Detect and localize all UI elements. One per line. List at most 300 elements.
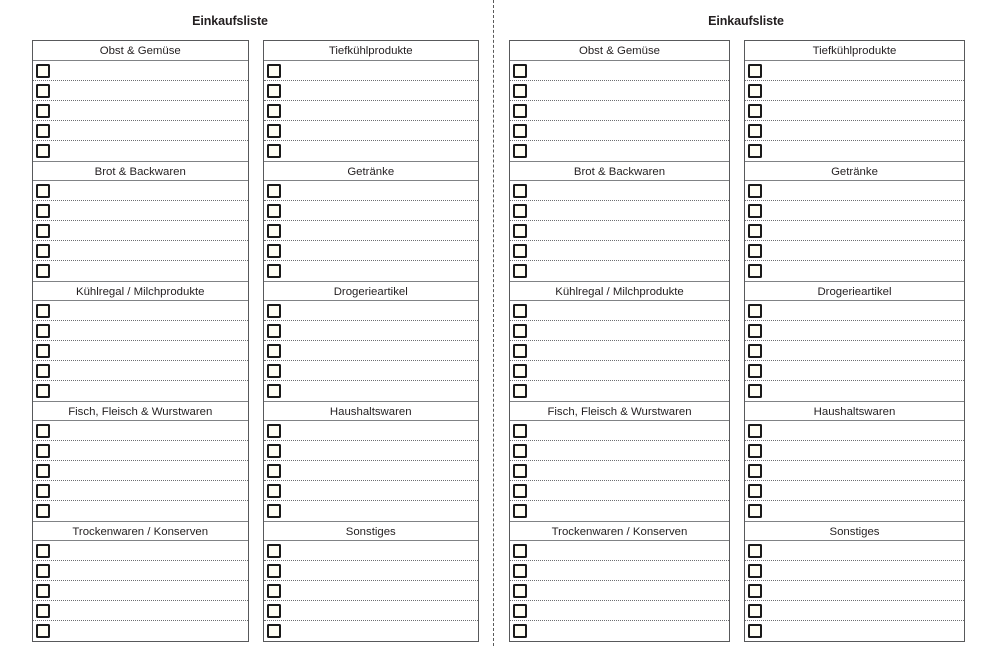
list-item[interactable]: [33, 321, 248, 341]
list-item[interactable]: [510, 101, 729, 121]
item-write-line[interactable]: [762, 141, 964, 161]
checkbox-icon[interactable]: [36, 64, 50, 78]
item-write-line[interactable]: [527, 601, 729, 620]
list-item[interactable]: [745, 61, 964, 81]
item-write-line[interactable]: [527, 561, 729, 580]
item-write-line[interactable]: [762, 181, 964, 200]
item-write-line[interactable]: [50, 421, 248, 440]
item-write-line[interactable]: [50, 441, 248, 460]
list-item[interactable]: [745, 321, 964, 341]
list-item[interactable]: [264, 201, 479, 221]
checkbox-icon[interactable]: [513, 84, 527, 98]
list-item[interactable]: [745, 561, 964, 581]
checkbox-icon[interactable]: [267, 544, 281, 558]
list-item[interactable]: [510, 461, 729, 481]
list-item[interactable]: [33, 141, 248, 161]
item-write-line[interactable]: [762, 121, 964, 140]
checkbox-icon[interactable]: [267, 304, 281, 318]
list-item[interactable]: [745, 621, 964, 641]
item-write-line[interactable]: [281, 121, 479, 140]
list-item[interactable]: [33, 541, 248, 561]
list-item[interactable]: [33, 61, 248, 81]
checkbox-icon[interactable]: [36, 204, 50, 218]
list-item[interactable]: [510, 541, 729, 561]
item-write-line[interactable]: [527, 341, 729, 360]
checkbox-icon[interactable]: [36, 144, 50, 158]
checkbox-icon[interactable]: [748, 584, 762, 598]
list-item[interactable]: [264, 361, 479, 381]
list-item[interactable]: [264, 101, 479, 121]
list-item[interactable]: [33, 201, 248, 221]
list-item[interactable]: [510, 441, 729, 461]
item-write-line[interactable]: [50, 561, 248, 580]
checkbox-icon[interactable]: [36, 464, 50, 478]
checkbox-icon[interactable]: [36, 304, 50, 318]
item-write-line[interactable]: [50, 581, 248, 600]
list-item[interactable]: [745, 601, 964, 621]
item-write-line[interactable]: [50, 501, 248, 521]
item-write-line[interactable]: [762, 561, 964, 580]
item-write-line[interactable]: [527, 421, 729, 440]
list-item[interactable]: [745, 301, 964, 321]
checkbox-icon[interactable]: [36, 544, 50, 558]
item-write-line[interactable]: [762, 61, 964, 80]
list-item[interactable]: [33, 421, 248, 441]
item-write-line[interactable]: [50, 201, 248, 220]
item-write-line[interactable]: [50, 261, 248, 281]
checkbox-icon[interactable]: [748, 64, 762, 78]
item-write-line[interactable]: [762, 81, 964, 100]
checkbox-icon[interactable]: [267, 424, 281, 438]
list-item[interactable]: [33, 581, 248, 601]
list-item[interactable]: [510, 81, 729, 101]
list-item[interactable]: [510, 301, 729, 321]
list-item[interactable]: [745, 201, 964, 221]
list-item[interactable]: [745, 421, 964, 441]
list-item[interactable]: [33, 221, 248, 241]
list-item[interactable]: [745, 221, 964, 241]
item-write-line[interactable]: [281, 601, 479, 620]
item-write-line[interactable]: [762, 301, 964, 320]
checkbox-icon[interactable]: [748, 324, 762, 338]
item-write-line[interactable]: [50, 121, 248, 140]
item-write-line[interactable]: [762, 481, 964, 500]
checkbox-icon[interactable]: [748, 624, 762, 638]
list-item[interactable]: [33, 101, 248, 121]
item-write-line[interactable]: [527, 181, 729, 200]
item-write-line[interactable]: [281, 381, 479, 401]
list-item[interactable]: [33, 181, 248, 201]
checkbox-icon[interactable]: [267, 584, 281, 598]
list-item[interactable]: [33, 501, 248, 521]
checkbox-icon[interactable]: [267, 224, 281, 238]
checkbox-icon[interactable]: [748, 304, 762, 318]
item-write-line[interactable]: [281, 241, 479, 260]
checkbox-icon[interactable]: [748, 264, 762, 278]
checkbox-icon[interactable]: [267, 364, 281, 378]
list-item[interactable]: [510, 321, 729, 341]
item-write-line[interactable]: [50, 321, 248, 340]
checkbox-icon[interactable]: [748, 144, 762, 158]
item-write-line[interactable]: [281, 61, 479, 80]
item-write-line[interactable]: [762, 421, 964, 440]
checkbox-icon[interactable]: [513, 144, 527, 158]
checkbox-icon[interactable]: [36, 484, 50, 498]
item-write-line[interactable]: [527, 121, 729, 140]
list-item[interactable]: [510, 381, 729, 401]
list-item[interactable]: [33, 461, 248, 481]
checkbox-icon[interactable]: [267, 264, 281, 278]
checkbox-icon[interactable]: [267, 624, 281, 638]
checkbox-icon[interactable]: [748, 124, 762, 138]
checkbox-icon[interactable]: [513, 584, 527, 598]
list-item[interactable]: [510, 121, 729, 141]
checkbox-icon[interactable]: [36, 264, 50, 278]
list-item[interactable]: [33, 441, 248, 461]
list-item[interactable]: [745, 441, 964, 461]
checkbox-icon[interactable]: [267, 504, 281, 518]
item-write-line[interactable]: [762, 261, 964, 281]
item-write-line[interactable]: [527, 481, 729, 500]
checkbox-icon[interactable]: [513, 224, 527, 238]
list-item[interactable]: [264, 481, 479, 501]
list-item[interactable]: [264, 241, 479, 261]
item-write-line[interactable]: [281, 301, 479, 320]
item-write-line[interactable]: [281, 321, 479, 340]
item-write-line[interactable]: [762, 101, 964, 120]
checkbox-icon[interactable]: [36, 244, 50, 258]
checkbox-icon[interactable]: [513, 204, 527, 218]
item-write-line[interactable]: [762, 201, 964, 220]
list-item[interactable]: [33, 381, 248, 401]
list-item[interactable]: [745, 81, 964, 101]
list-item[interactable]: [745, 141, 964, 161]
list-item[interactable]: [510, 221, 729, 241]
checkbox-icon[interactable]: [513, 264, 527, 278]
list-item[interactable]: [510, 141, 729, 161]
checkbox-icon[interactable]: [748, 444, 762, 458]
item-write-line[interactable]: [762, 321, 964, 340]
checkbox-icon[interactable]: [513, 604, 527, 618]
list-item[interactable]: [510, 261, 729, 281]
list-item[interactable]: [33, 361, 248, 381]
checkbox-icon[interactable]: [267, 184, 281, 198]
item-write-line[interactable]: [527, 361, 729, 380]
checkbox-icon[interactable]: [513, 384, 527, 398]
list-item[interactable]: [510, 481, 729, 501]
checkbox-icon[interactable]: [513, 64, 527, 78]
list-item[interactable]: [33, 81, 248, 101]
item-write-line[interactable]: [527, 101, 729, 120]
list-item[interactable]: [264, 541, 479, 561]
checkbox-icon[interactable]: [513, 124, 527, 138]
item-write-line[interactable]: [527, 441, 729, 460]
list-item[interactable]: [510, 61, 729, 81]
list-item[interactable]: [33, 301, 248, 321]
list-item[interactable]: [264, 121, 479, 141]
item-write-line[interactable]: [762, 221, 964, 240]
list-item[interactable]: [264, 221, 479, 241]
checkbox-icon[interactable]: [267, 604, 281, 618]
checkbox-icon[interactable]: [748, 204, 762, 218]
item-write-line[interactable]: [50, 381, 248, 401]
item-write-line[interactable]: [527, 381, 729, 401]
item-write-line[interactable]: [762, 241, 964, 260]
item-write-line[interactable]: [762, 361, 964, 380]
checkbox-icon[interactable]: [36, 84, 50, 98]
checkbox-icon[interactable]: [513, 544, 527, 558]
list-item[interactable]: [264, 141, 479, 161]
item-write-line[interactable]: [762, 341, 964, 360]
item-write-line[interactable]: [50, 621, 248, 641]
item-write-line[interactable]: [281, 481, 479, 500]
checkbox-icon[interactable]: [513, 344, 527, 358]
checkbox-icon[interactable]: [267, 444, 281, 458]
item-write-line[interactable]: [762, 541, 964, 560]
list-item[interactable]: [510, 201, 729, 221]
checkbox-icon[interactable]: [513, 364, 527, 378]
checkbox-icon[interactable]: [513, 184, 527, 198]
item-write-line[interactable]: [281, 181, 479, 200]
list-item[interactable]: [264, 381, 479, 401]
list-item[interactable]: [510, 501, 729, 521]
item-write-line[interactable]: [762, 581, 964, 600]
checkbox-icon[interactable]: [748, 544, 762, 558]
checkbox-icon[interactable]: [36, 564, 50, 578]
checkbox-icon[interactable]: [513, 444, 527, 458]
checkbox-icon[interactable]: [748, 344, 762, 358]
item-write-line[interactable]: [50, 81, 248, 100]
list-item[interactable]: [33, 561, 248, 581]
checkbox-icon[interactable]: [513, 464, 527, 478]
item-write-line[interactable]: [50, 341, 248, 360]
checkbox-icon[interactable]: [748, 224, 762, 238]
item-write-line[interactable]: [281, 501, 479, 521]
checkbox-icon[interactable]: [748, 504, 762, 518]
list-item[interactable]: [264, 621, 479, 641]
list-item[interactable]: [33, 621, 248, 641]
checkbox-icon[interactable]: [36, 444, 50, 458]
item-write-line[interactable]: [281, 101, 479, 120]
item-write-line[interactable]: [762, 441, 964, 460]
checkbox-icon[interactable]: [748, 564, 762, 578]
list-item[interactable]: [745, 261, 964, 281]
list-item[interactable]: [510, 181, 729, 201]
list-item[interactable]: [510, 621, 729, 641]
checkbox-icon[interactable]: [267, 104, 281, 118]
checkbox-icon[interactable]: [267, 464, 281, 478]
item-write-line[interactable]: [281, 441, 479, 460]
list-item[interactable]: [264, 441, 479, 461]
checkbox-icon[interactable]: [267, 64, 281, 78]
item-write-line[interactable]: [527, 141, 729, 161]
list-item[interactable]: [264, 61, 479, 81]
checkbox-icon[interactable]: [267, 124, 281, 138]
list-item[interactable]: [510, 421, 729, 441]
checkbox-icon[interactable]: [748, 604, 762, 618]
list-item[interactable]: [264, 341, 479, 361]
item-write-line[interactable]: [762, 381, 964, 401]
item-write-line[interactable]: [281, 621, 479, 641]
checkbox-icon[interactable]: [267, 384, 281, 398]
checkbox-icon[interactable]: [748, 384, 762, 398]
list-item[interactable]: [264, 321, 479, 341]
item-write-line[interactable]: [281, 221, 479, 240]
list-item[interactable]: [745, 341, 964, 361]
list-item[interactable]: [745, 181, 964, 201]
checkbox-icon[interactable]: [513, 244, 527, 258]
checkbox-icon[interactable]: [36, 104, 50, 118]
list-item[interactable]: [745, 541, 964, 561]
item-write-line[interactable]: [762, 501, 964, 521]
checkbox-icon[interactable]: [513, 624, 527, 638]
checkbox-icon[interactable]: [748, 464, 762, 478]
item-write-line[interactable]: [281, 81, 479, 100]
checkbox-icon[interactable]: [36, 624, 50, 638]
item-write-line[interactable]: [281, 461, 479, 480]
item-write-line[interactable]: [527, 461, 729, 480]
item-write-line[interactable]: [527, 501, 729, 521]
list-item[interactable]: [510, 601, 729, 621]
item-write-line[interactable]: [50, 61, 248, 80]
checkbox-icon[interactable]: [513, 104, 527, 118]
item-write-line[interactable]: [50, 181, 248, 200]
checkbox-icon[interactable]: [513, 424, 527, 438]
list-item[interactable]: [264, 561, 479, 581]
list-item[interactable]: [745, 241, 964, 261]
item-write-line[interactable]: [527, 321, 729, 340]
item-write-line[interactable]: [281, 581, 479, 600]
checkbox-icon[interactable]: [36, 364, 50, 378]
item-write-line[interactable]: [762, 601, 964, 620]
list-item[interactable]: [745, 581, 964, 601]
checkbox-icon[interactable]: [748, 364, 762, 378]
list-item[interactable]: [33, 241, 248, 261]
item-write-line[interactable]: [527, 201, 729, 220]
checkbox-icon[interactable]: [748, 484, 762, 498]
item-write-line[interactable]: [762, 461, 964, 480]
checkbox-icon[interactable]: [748, 84, 762, 98]
item-write-line[interactable]: [527, 621, 729, 641]
list-item[interactable]: [264, 501, 479, 521]
checkbox-icon[interactable]: [267, 324, 281, 338]
checkbox-icon[interactable]: [267, 204, 281, 218]
item-write-line[interactable]: [281, 541, 479, 560]
list-item[interactable]: [33, 261, 248, 281]
item-write-line[interactable]: [50, 101, 248, 120]
item-write-line[interactable]: [50, 541, 248, 560]
item-write-line[interactable]: [281, 561, 479, 580]
checkbox-icon[interactable]: [513, 304, 527, 318]
item-write-line[interactable]: [50, 461, 248, 480]
list-item[interactable]: [264, 261, 479, 281]
checkbox-icon[interactable]: [513, 564, 527, 578]
list-item[interactable]: [745, 101, 964, 121]
item-write-line[interactable]: [762, 621, 964, 641]
item-write-line[interactable]: [50, 481, 248, 500]
item-write-line[interactable]: [527, 541, 729, 560]
checkbox-icon[interactable]: [748, 104, 762, 118]
list-item[interactable]: [510, 341, 729, 361]
item-write-line[interactable]: [527, 221, 729, 240]
item-write-line[interactable]: [281, 361, 479, 380]
item-write-line[interactable]: [281, 421, 479, 440]
list-item[interactable]: [745, 381, 964, 401]
list-item[interactable]: [510, 581, 729, 601]
list-item[interactable]: [264, 461, 479, 481]
list-item[interactable]: [264, 421, 479, 441]
checkbox-icon[interactable]: [513, 504, 527, 518]
checkbox-icon[interactable]: [513, 484, 527, 498]
list-item[interactable]: [264, 181, 479, 201]
item-write-line[interactable]: [50, 221, 248, 240]
item-write-line[interactable]: [527, 61, 729, 80]
list-item[interactable]: [33, 481, 248, 501]
checkbox-icon[interactable]: [748, 244, 762, 258]
list-item[interactable]: [264, 81, 479, 101]
list-item[interactable]: [745, 121, 964, 141]
checkbox-icon[interactable]: [36, 324, 50, 338]
list-item[interactable]: [745, 461, 964, 481]
list-item[interactable]: [510, 361, 729, 381]
item-write-line[interactable]: [527, 81, 729, 100]
list-item[interactable]: [510, 241, 729, 261]
checkbox-icon[interactable]: [513, 324, 527, 338]
checkbox-icon[interactable]: [36, 184, 50, 198]
list-item[interactable]: [510, 561, 729, 581]
item-write-line[interactable]: [527, 581, 729, 600]
item-write-line[interactable]: [527, 241, 729, 260]
checkbox-icon[interactable]: [36, 344, 50, 358]
list-item[interactable]: [745, 481, 964, 501]
list-item[interactable]: [33, 601, 248, 621]
checkbox-icon[interactable]: [267, 564, 281, 578]
item-write-line[interactable]: [527, 301, 729, 320]
checkbox-icon[interactable]: [36, 604, 50, 618]
checkbox-icon[interactable]: [748, 424, 762, 438]
item-write-line[interactable]: [281, 141, 479, 161]
checkbox-icon[interactable]: [267, 484, 281, 498]
item-write-line[interactable]: [50, 601, 248, 620]
list-item[interactable]: [264, 301, 479, 321]
list-item[interactable]: [745, 361, 964, 381]
checkbox-icon[interactable]: [36, 124, 50, 138]
item-write-line[interactable]: [50, 301, 248, 320]
item-write-line[interactable]: [281, 201, 479, 220]
checkbox-icon[interactable]: [36, 584, 50, 598]
checkbox-icon[interactable]: [267, 344, 281, 358]
item-write-line[interactable]: [50, 141, 248, 161]
list-item[interactable]: [33, 341, 248, 361]
item-write-line[interactable]: [281, 261, 479, 281]
checkbox-icon[interactable]: [36, 504, 50, 518]
list-item[interactable]: [264, 601, 479, 621]
item-write-line[interactable]: [50, 241, 248, 260]
item-write-line[interactable]: [50, 361, 248, 380]
item-write-line[interactable]: [281, 341, 479, 360]
checkbox-icon[interactable]: [267, 244, 281, 258]
checkbox-icon[interactable]: [36, 384, 50, 398]
list-item[interactable]: [264, 581, 479, 601]
checkbox-icon[interactable]: [267, 84, 281, 98]
item-write-line[interactable]: [527, 261, 729, 281]
list-item[interactable]: [745, 501, 964, 521]
list-item[interactable]: [33, 121, 248, 141]
checkbox-icon[interactable]: [267, 144, 281, 158]
checkbox-icon[interactable]: [36, 224, 50, 238]
checkbox-icon[interactable]: [36, 424, 50, 438]
checkbox-icon[interactable]: [748, 184, 762, 198]
